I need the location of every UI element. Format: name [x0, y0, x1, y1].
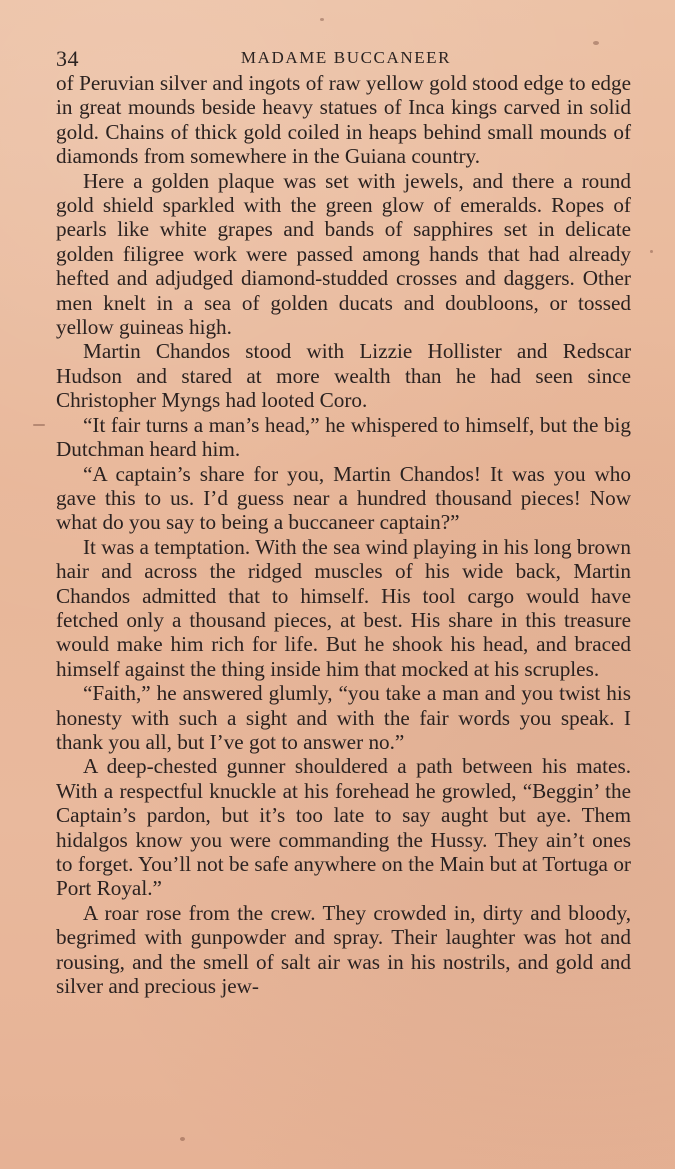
paper-speck: [320, 18, 324, 21]
paragraph: A deep-chested gunner shouldered a path between his mates. With a respectful knuckle at his forehead he growled, “Beggin’ the Captain’s pardon, but it’s too late to say aught but aye. Them hidalgos know you were commanding the Hussy. They ain’t ones to forget. You’ll not be safe anywhere on the Main but at Tortuga or Port Royal.”: [56, 754, 631, 901]
paper-speck: [650, 250, 653, 253]
page-header: [56, 44, 636, 74]
paragraph: Here a golden plaque was set with jewels, and there a round gold shield sparkled with the green glow of emeralds. Ropes of pearls like white grapes and bands of sapphires set in delicate golden filigree work were passed among hands that had already hefted and adjudged diamond-studded crosses and daggers. Other men knelt in a sea of golden ducats and doubloons, or tossed yellow guineas high.: [56, 168, 631, 340]
paragraph: “Faith,” he answered glumly, “you take a man and you twist his honesty with such a sight and with the fair words you speak. I thank you all, but I’ve got to answer no.”: [56, 681, 631, 754]
paragraph: of Peruvian silver and ingots of raw yellow gold stood edge to edge in great mounds beside heavy statues of Inca kings carved in solid gold. Chains of thick gold coiled in heaps behind small mounds of diamonds from somewhere in the Guiana country.: [56, 71, 631, 169]
page-number: 34: [56, 46, 79, 71]
paragraph: Martin Chandos stood with Lizzie Hollister and Redscar Hudson and stared at more wealth than he had seen since Christopher Myngs had looted Coro.: [56, 339, 631, 413]
running-head-title: MADAME BUCCANEER: [240, 48, 452, 67]
paragraph: A roar rose from the crew. They crowded in, dirty and bloody, begrimed with gunpowder and spray. Their laughter was hot and rousing, and the smell of salt air was in his nostrils, and gold and silver and precious jew-: [56, 900, 631, 999]
paper-speck: [33, 424, 45, 426]
paper-speck: [180, 1137, 185, 1141]
paper-speck: [593, 41, 599, 45]
paragraph: It was a temptation. With the sea wind playing in his long brown hair and across the ridged muscles of his wide back, Martin Chandos admitted that to himself. His tool cargo would have fetched only a thousand pieces, at best. His share in this treasure would make him rich for life. But he shook his head, and braced himself against the thing inside him that mocked at his scruples.: [56, 534, 631, 681]
body-text: [56, 71, 631, 998]
paragraph: “It fair turns a man’s head,” he whispered to himself, but the big Dutchman heard him.: [56, 412, 631, 462]
paragraph: “A captain’s share for you, Martin Chandos! It was you who gave this to us. I’d guess near a hundred thousand pieces! Now what do you say to being a buccaneer captain?”: [56, 461, 631, 535]
